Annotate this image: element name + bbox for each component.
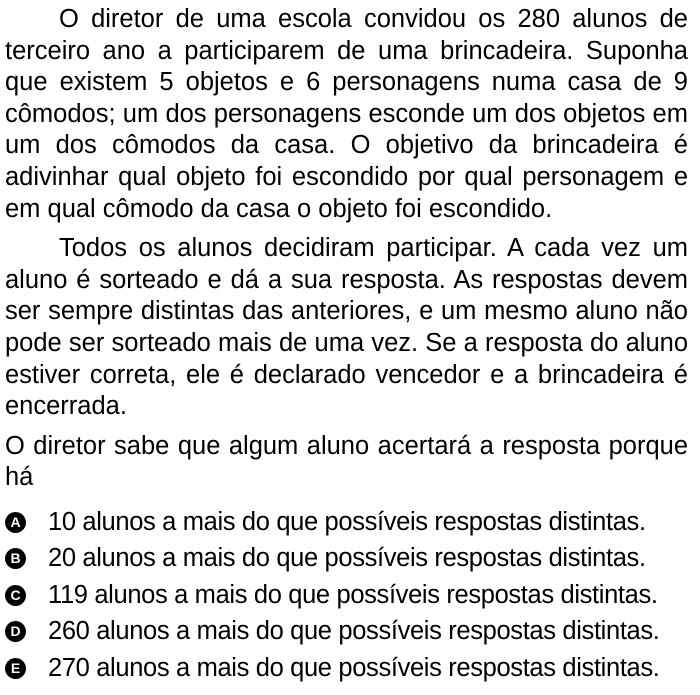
option-c-letter-badge: C	[5, 585, 26, 606]
option-a-letter-badge: A	[5, 512, 26, 533]
option-b-letter-badge: B	[5, 548, 26, 569]
option-a[interactable]	[5, 504, 688, 541]
option-b[interactable]	[5, 541, 688, 578]
question-prompt: O diretor sabe que algum aluno acertará a resposta porque há	[5, 431, 688, 492]
option-e-letter-badge: E	[5, 658, 26, 679]
option-d[interactable]	[5, 614, 688, 651]
question-paragraph-2: Todos os alunos decidiram participar. A cada vez um aluno é sorteado e dá a sua resposta. As respostas devem ser sempre distintas das anteriores, e um mesmo aluno não pode ser sorteado mais de uma vez. Se a resposta do aluno estiver correta, ele é declarado vencedor e a brincadeira é encerrada.	[5, 234, 688, 421]
option-b-text: 20 alunos a mais do que possíveis respostas distintas.	[48, 544, 646, 573]
option-e[interactable]	[5, 650, 688, 687]
question-paragraph-1: O diretor de uma escola convidou os 280 alunos de terceiro ano a participarem de uma brincadeira. Suponha que existem 5 objetos e 6 personagens numa casa de 9 cômodos; um dos personagens esconde um dos objetos em um dos cômodos da casa. O objetivo da brincadeira é adivinhar qual objeto foi escondido por qual personagem e em qual cômodo da casa o objeto foi escondido.	[5, 5, 688, 223]
option-a-text: 10 alunos a mais do que possíveis respostas distintas.	[48, 507, 646, 536]
answer-options	[5, 504, 688, 687]
option-c-text: 119 alunos a mais do que possíveis respostas distintas.	[48, 580, 658, 609]
option-c[interactable]	[5, 577, 688, 614]
option-d-text: 260 alunos a mais do que possíveis respostas distintas.	[48, 617, 660, 646]
option-d-letter-badge: D	[5, 621, 26, 642]
option-e-text: 270 alunos a mais do que possíveis respostas distintas.	[48, 654, 660, 683]
